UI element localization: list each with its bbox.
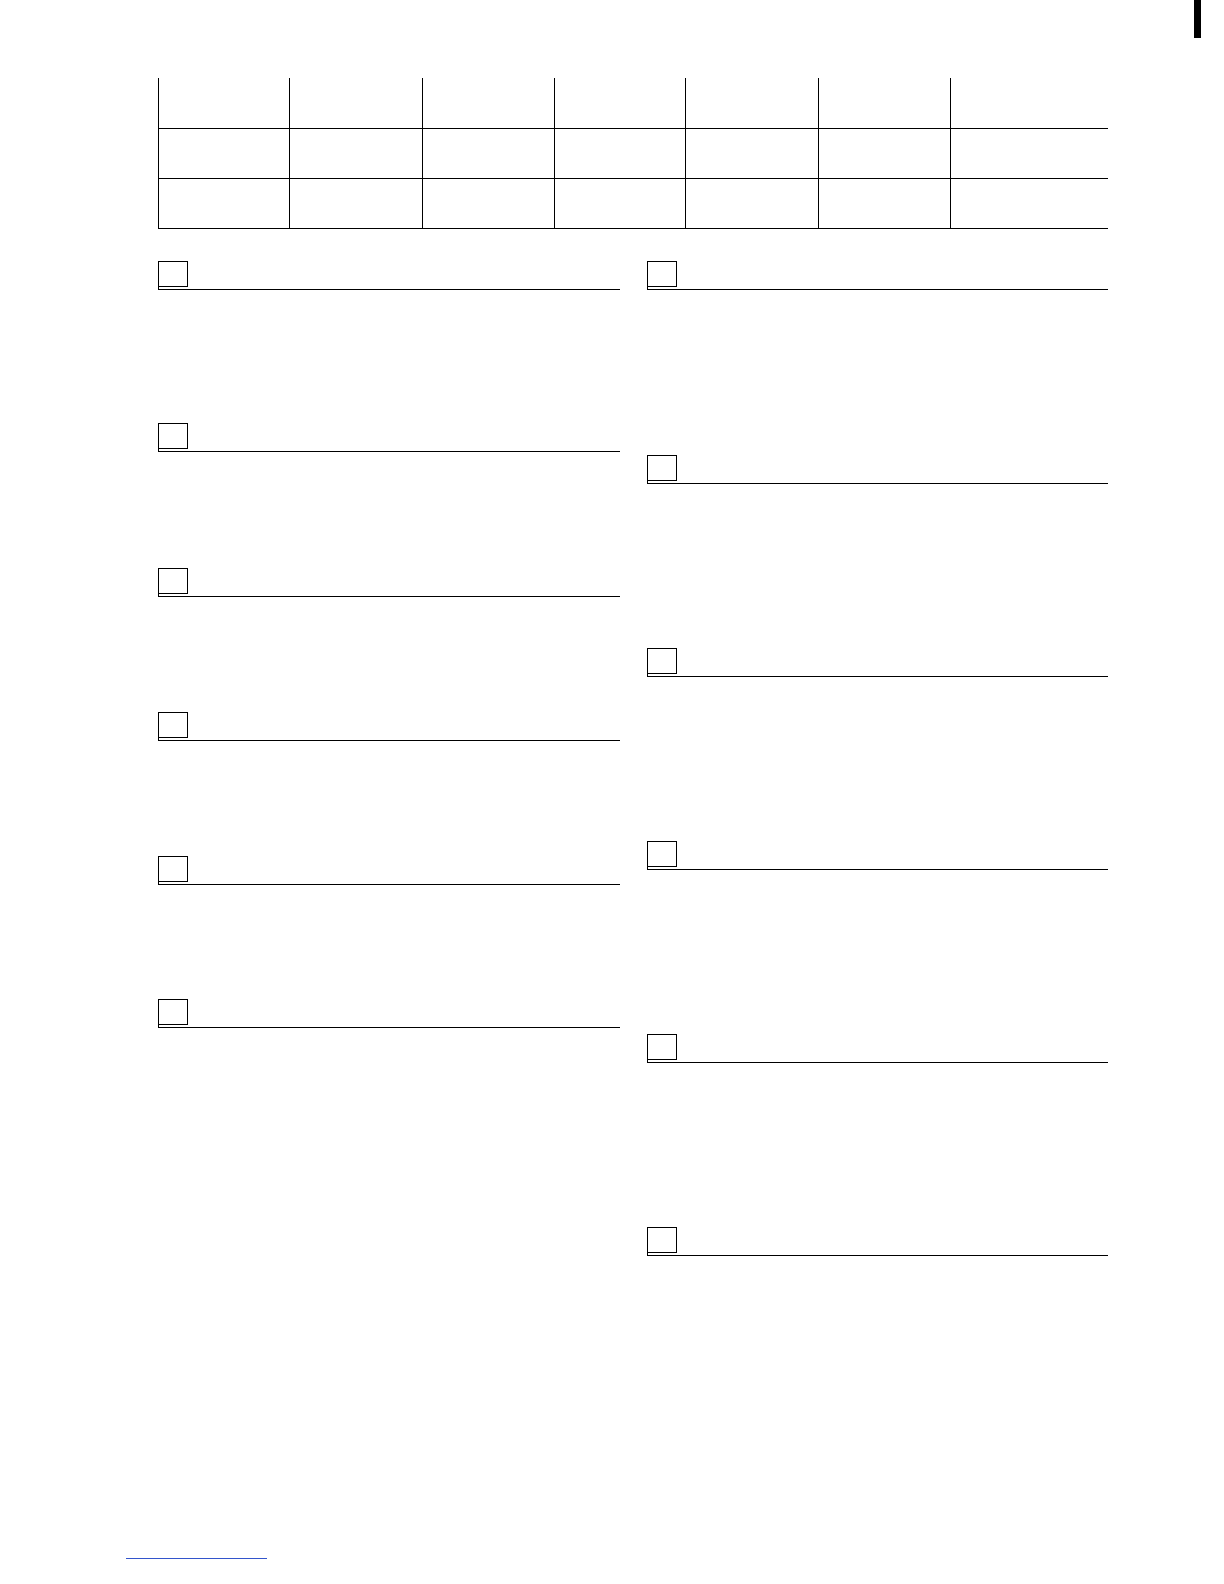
section-heading: [158, 261, 620, 291]
section-heading: [158, 423, 620, 453]
table-column-divider: [422, 78, 423, 229]
section-number-box: [647, 455, 677, 481]
section-heading: [647, 261, 1108, 291]
section-number-box: [647, 648, 677, 674]
section-rule: [158, 289, 620, 290]
section-heading: [158, 856, 620, 886]
section-rule: [158, 740, 620, 741]
table-column-divider: [554, 78, 555, 229]
section-number-box: [158, 261, 188, 287]
section-rule: [158, 596, 620, 597]
section-number-box: [158, 856, 188, 882]
table-row-divider: [158, 128, 1108, 129]
section-heading: [158, 712, 620, 742]
section-heading: [158, 999, 620, 1029]
table-row-divider: [158, 228, 1108, 229]
section-heading: [647, 1034, 1108, 1064]
section-rule: [647, 1062, 1108, 1063]
section-number-box: [158, 712, 188, 738]
section-rule: [647, 676, 1108, 677]
section-number-box: [647, 261, 677, 287]
edge-marker: [1194, 0, 1201, 38]
footnote-separator: [126, 1558, 267, 1559]
section-heading: [647, 1227, 1108, 1257]
section-number-box: [647, 1034, 677, 1060]
section-rule: [647, 869, 1108, 870]
data-table: [158, 78, 1108, 229]
table-column-divider: [158, 78, 159, 229]
section-rule: [158, 884, 620, 885]
table-column-divider: [950, 78, 951, 229]
section-number-box: [158, 999, 188, 1025]
table-column-divider: [289, 78, 290, 229]
section-number-box: [647, 1227, 677, 1253]
section-rule: [647, 289, 1108, 290]
section-rule: [647, 483, 1108, 484]
section-number-box: [647, 841, 677, 867]
table-row-divider: [158, 178, 1108, 179]
table-column-divider: [685, 78, 686, 229]
section-heading: [647, 455, 1108, 485]
section-rule: [158, 451, 620, 452]
table-column-divider: [818, 78, 819, 229]
section-heading: [647, 841, 1108, 871]
section-heading: [647, 648, 1108, 678]
section-rule: [158, 1027, 620, 1028]
section-heading: [158, 568, 620, 598]
section-rule: [647, 1255, 1108, 1256]
section-number-box: [158, 568, 188, 594]
section-number-box: [158, 423, 188, 449]
